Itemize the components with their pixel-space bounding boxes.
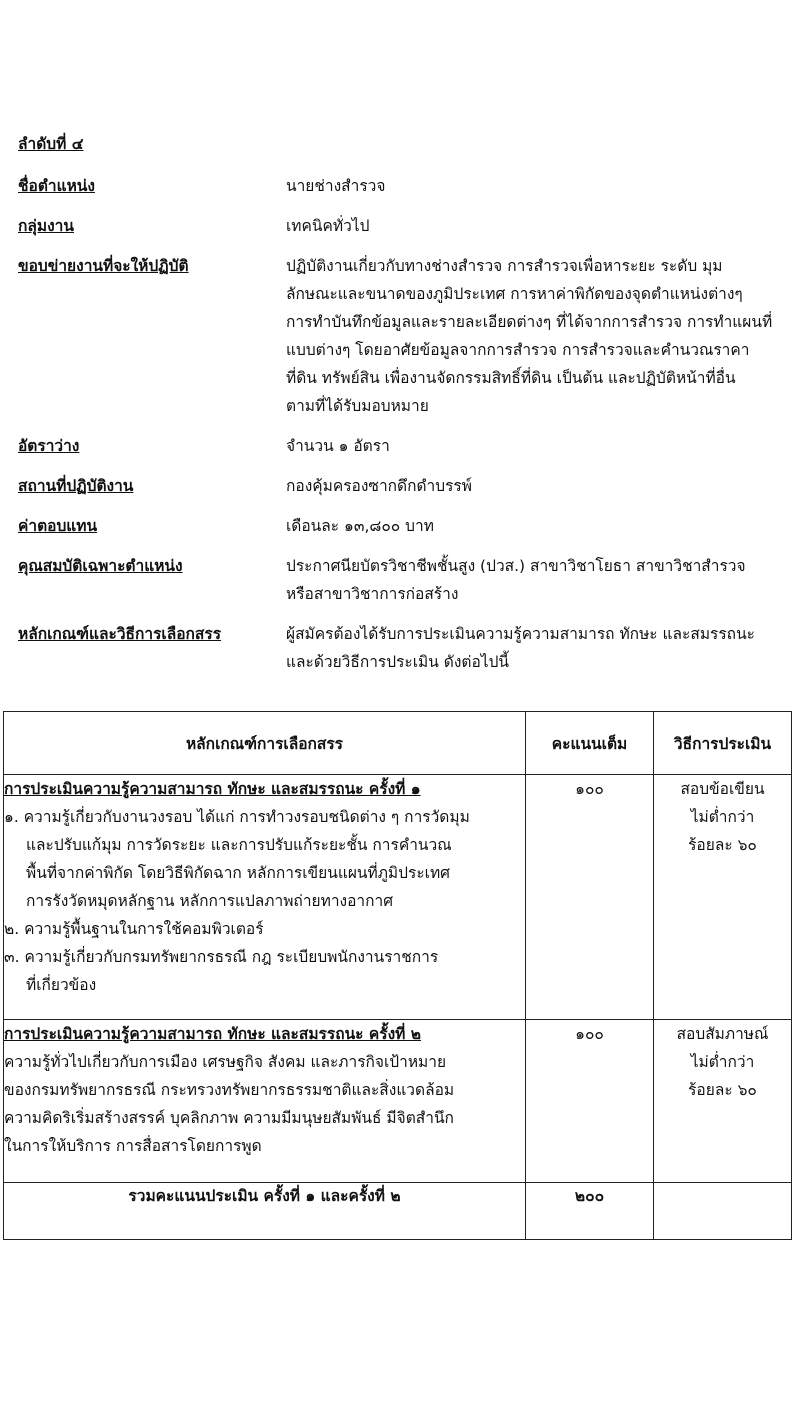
item-line: ที่เกี่ยวข้อง	[26, 976, 97, 994]
list-item	[4, 915, 525, 943]
value-line: จำนวน ๑ อัตรา	[286, 437, 390, 455]
item-line: การรังวัดหมุดหลักฐาน หลักการแปลภาพถ่ายทางอากาศ	[26, 892, 394, 910]
header-criteria: หลักเกณฑ์การเลือกสรร	[4, 712, 526, 775]
value-line: ผู้สมัครต้องได้รับการประเมินความรู้ความสามารถ ทักษะ และสมรรถนะ	[286, 625, 755, 643]
criteria-cell-2	[4, 1020, 526, 1183]
selection-criteria-table	[3, 711, 792, 1240]
method-line: ไม่ต่ำกว่า	[690, 1053, 755, 1071]
field-work-group	[18, 212, 788, 240]
value-line: หรือสาขาวิชาการก่อสร้าง	[286, 585, 459, 603]
value-line: แบบต่างๆ โดยอาศัยข้อมูลจากการสำรวจ การสำรวจและคำนวณราคา	[286, 341, 750, 359]
field-value	[286, 472, 788, 500]
score-cell-1: ๑๐๐	[526, 775, 654, 1020]
item-line: ๑. ความรู้เกี่ยวกับงานวงรอบ ได้แก่ การทำวงรอบชนิดต่าง ๆ การวัดมุม	[4, 808, 470, 826]
position-details	[18, 130, 788, 688]
value-line: การทำบันทึกข้อมูลและรายละเอียดต่างๆ ที่ได้จากการสำรวจ การทำแผนที่	[286, 313, 773, 331]
field-label: หลักเกณฑ์และวิธีการเลือกสรร	[18, 625, 222, 643]
value-line: กองคุ้มครองซากดึกดำบรรพ์	[286, 477, 472, 495]
value-line: ประกาศนียบัตรวิชาชีพชั้นสูง (ปวส.) สาขาวิชาโยธา สาขาวิชาสำรวจ	[286, 557, 746, 575]
total-score: ๒๐๐	[526, 1183, 654, 1240]
header-method: วิธีการประเมิน	[654, 712, 792, 775]
field-value	[286, 620, 788, 676]
total-label: รวมคะแนนประเมิน ครั้งที่ ๑ และครั้งที่ ๒	[4, 1183, 526, 1240]
field-value	[286, 252, 788, 420]
value-line: เดือนละ ๑๓,๘๐๐ บาท	[286, 517, 434, 535]
field-label: กลุ่มงาน	[18, 217, 74, 235]
item-line: และปรับแก้มุม การวัดระยะ และการปรับแก้ระยะชั้น การคำนวณ	[26, 836, 452, 854]
value-line: ปฏิบัติงานเกี่ยวกับทางช่างสำรวจ การสำรวจเพื่อหาระยะ ระดับ มุม	[286, 257, 723, 275]
section-title: การประเมินความรู้ความสามารถ ทักษะ และสมรรถนะ ครั้งที่ ๑	[4, 780, 421, 798]
value-line: นายช่างสำรวจ	[286, 177, 386, 195]
criteria-cell-1	[4, 775, 526, 1020]
value-line: ตามที่ได้รับมอบหมาย	[286, 397, 429, 415]
field-position-name	[18, 172, 788, 200]
method-cell-1	[654, 775, 792, 1020]
value-line: เทคนิคทั่วไป	[286, 217, 370, 235]
field-label: อัตราว่าง	[18, 437, 80, 455]
table-row	[4, 775, 792, 1020]
total-row	[4, 1183, 792, 1240]
value-line: และด้วยวิธีการประเมิน ดังต่อไปนี้	[286, 653, 510, 671]
list-item	[4, 943, 525, 999]
method-line: ร้อยละ ๖๐	[688, 1081, 757, 1099]
method-line: สอบข้อเขียน	[680, 780, 765, 798]
field-label: คุณสมบัติเฉพาะตำแหน่ง	[18, 557, 183, 575]
field-qualifications	[18, 552, 788, 608]
field-vacancies	[18, 432, 788, 460]
item-line: พื้นที่จากค่าพิกัด โดยวิธีพิกัดฉาก หลักการเขียนแผนที่ภูมิประเทศ	[26, 864, 450, 882]
field-compensation	[18, 512, 788, 540]
field-selection-criteria	[18, 620, 788, 676]
list-item	[4, 803, 525, 915]
field-value	[286, 552, 788, 608]
field-label: ค่าตอบแทน	[18, 517, 98, 535]
item-line: ๒. ความรู้พื้นฐานในการใช้คอมพิวเตอร์	[4, 920, 264, 938]
table-header-row	[4, 712, 792, 775]
text-line: ของกรมทรัพยากรธรณี กระทรวงทรัพยากรธรรมชาติและสิ่งแวดล้อม	[4, 1081, 455, 1099]
method-line: ไม่ต่ำกว่า	[690, 808, 755, 826]
text-line: ในการให้บริการ การสื่อสารโดยการพูด	[4, 1137, 262, 1155]
score-cell-2: ๑๐๐	[526, 1020, 654, 1183]
text-line: ความคิดริเริ่มสร้างสรรค์ บุคลิกภาพ ความมีมนุษยสัมพันธ์ มีจิตสำนึก	[4, 1109, 454, 1127]
section-title: การประเมินความรู้ความสามารถ ทักษะ และสมรรถนะ ครั้งที่ ๒	[4, 1025, 421, 1043]
text-line: ความรู้ทั่วไปเกี่ยวกับการเมือง เศรษฐกิจ สังคม และภารกิจเป้าหมาย	[4, 1053, 447, 1071]
method-line: ร้อยละ ๖๐	[688, 836, 757, 854]
field-value	[286, 512, 788, 540]
sequence-number: ลำดับที่ ๔	[18, 135, 84, 153]
table-row	[4, 1020, 792, 1183]
item-line: ๓. ความรู้เกี่ยวกับกรมทรัพยากรธรณี กฎ ระเบียบพนักงานราชการ	[4, 948, 439, 966]
total-method-empty	[654, 1183, 792, 1240]
field-value	[286, 432, 788, 460]
method-line: สอบสัมภาษณ์	[676, 1025, 769, 1043]
field-label: ขอบข่ายงานที่จะให้ปฏิบัติ	[18, 257, 189, 275]
value-line: ลักษณะและขนาดของภูมิประเทศ การหาค่าพิกัดของจุดตำแหน่งต่างๆ	[286, 285, 743, 303]
field-workplace	[18, 472, 788, 500]
header-full-score: คะแนนเต็ม	[526, 712, 654, 775]
field-job-scope	[18, 252, 788, 420]
field-value	[286, 212, 788, 240]
method-cell-2	[654, 1020, 792, 1183]
field-label: ชื่อตำแหน่ง	[18, 177, 95, 195]
field-value	[286, 172, 788, 200]
value-line: ที่ดิน ทรัพย์สิน เพื่องานจัดกรรมสิทธิ์ที่ดิน เป็นต้น และปฏิบัติหน้าที่อื่น	[286, 369, 736, 387]
field-label: สถานที่ปฏิบัติงาน	[18, 477, 134, 495]
